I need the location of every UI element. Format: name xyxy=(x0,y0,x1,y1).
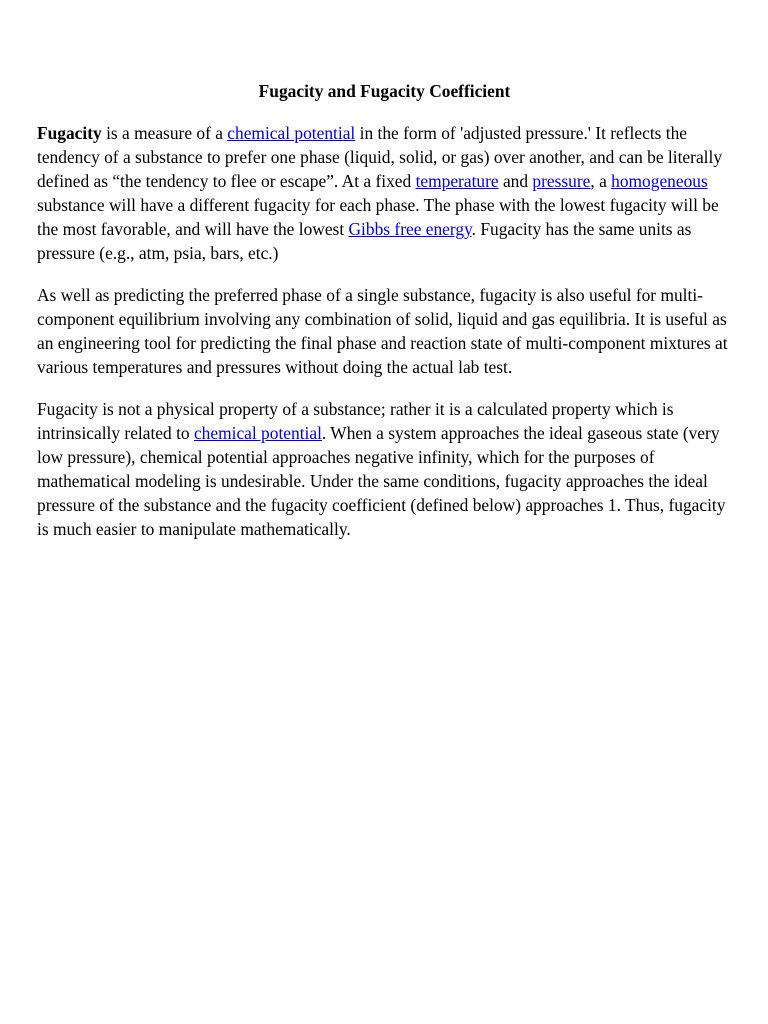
term-fugacity: Fugacity xyxy=(37,123,102,143)
link-homogeneous[interactable]: homogeneous xyxy=(611,171,708,191)
text-segment: substance will have a different fugacity for each phase. The phase with the lowest fugacity will be the most favorable, and will have the lowest xyxy=(37,195,719,239)
text-segment: Fugacity is not a physical property of a substance; rather it is a calculated property which is intrinsically related to xyxy=(37,399,674,443)
document-title: Fugacity and Fugacity Coefficient xyxy=(258,81,511,101)
link-chemical-potential[interactable]: chemical potential xyxy=(227,123,356,143)
link-pressure[interactable]: pressure xyxy=(532,171,591,191)
text-segment: and xyxy=(498,171,533,191)
text-segment: . Fugacity has the same units as pressure (e.g., atm, psia, bars, etc.) xyxy=(37,219,692,263)
text-segment: is a measure of a xyxy=(101,123,228,143)
text-segment: in the form of 'adjusted pressure.' It reflects the tendency of a substance to prefer one phase (liquid, solid, or gas) over another, and can be literally defined as “the tendency to flee or escape”. At a fixed xyxy=(37,123,723,191)
paragraph-calculated-property xyxy=(37,397,732,541)
paragraph-multicomponent: As well as predicting the preferred phase of a single substance, fugacity is also useful for multi-component equilibrium involving any combination of solid, liquid and gas equilibria. It is useful as an engineering tool for predicting the final phase and reaction state of multi-component mixtures at various temperatures and pressures without doing the actual lab test. xyxy=(37,285,728,377)
text-segment: . When a system approaches the ideal gaseous state (very low pressure), chemical potential approaches negative infinity, which for the purposes of mathematical modeling is undesirable. Under the same conditions, fugacity approaches the ideal pressure of the substance and the fugacity coefficient (defined below) approaches 1. Thus, fugacity is much easier to manipulate mathematically. xyxy=(37,423,726,539)
text-segment: , a xyxy=(590,171,612,191)
paragraph-definition xyxy=(37,121,732,265)
link-temperature[interactable]: temperature xyxy=(415,171,499,191)
link-chemical-potential-2[interactable]: chemical potential xyxy=(193,423,322,443)
link-gibbs-free-energy[interactable]: Gibbs free energy xyxy=(348,219,472,239)
